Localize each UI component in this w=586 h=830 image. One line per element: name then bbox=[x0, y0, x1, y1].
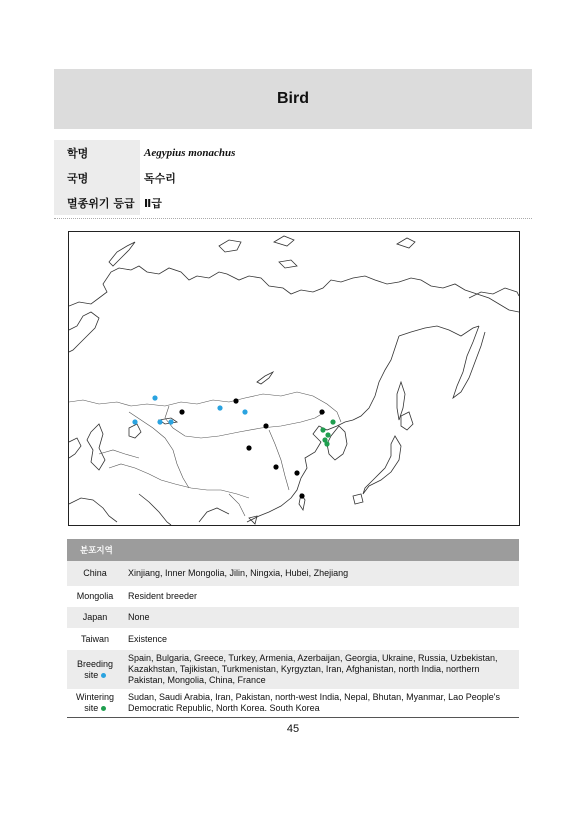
row-key bbox=[67, 692, 123, 714]
map-point-wintering bbox=[330, 419, 335, 424]
row-key: Taiwan bbox=[80, 633, 109, 644]
breeding-dot-icon bbox=[101, 673, 106, 678]
species-info bbox=[54, 140, 532, 215]
row-key-line2: site bbox=[84, 703, 99, 713]
common-name-value: 독수리 bbox=[144, 171, 176, 185]
map-point-resident bbox=[263, 423, 268, 428]
map-points bbox=[132, 395, 335, 498]
row-key-line2: site bbox=[84, 669, 99, 680]
row-value: Xinjiang, Inner Mongolia, Jilin, Ningxia, Hubei, Zhejiang bbox=[128, 568, 349, 578]
map-point-resident bbox=[299, 493, 304, 498]
distribution-map bbox=[68, 231, 520, 526]
map-point-breeding bbox=[132, 419, 137, 424]
row-key: Japan bbox=[82, 612, 108, 622]
scientific-name-value: Aegypius monachus bbox=[144, 146, 236, 159]
row-value: None bbox=[128, 612, 150, 622]
title-band bbox=[54, 69, 532, 129]
map-point-breeding bbox=[157, 419, 162, 424]
scientific-name-row bbox=[54, 140, 532, 165]
map-svg bbox=[69, 232, 519, 525]
map-point-resident bbox=[233, 398, 238, 403]
row-value: Spain, Bulgaria, Greece, Turkey, Armenia, Azerbaijan, Georgia, Ukraine, Russia, Uzbekistan, Kazakhstan, Tajikistan, Turkmenistan, Kyrgyztan, Iran, Afghanistan, north India, northern Pakistan, Mongolia, China, France bbox=[128, 653, 498, 685]
distribution-table bbox=[67, 539, 519, 718]
table-row-breeding bbox=[67, 650, 519, 689]
map-point-wintering bbox=[324, 441, 329, 446]
table-row-mongolia bbox=[67, 586, 519, 607]
row-key bbox=[67, 659, 123, 681]
row-key: China bbox=[83, 568, 107, 578]
dotted-divider bbox=[54, 218, 532, 219]
page-title: Bird bbox=[277, 90, 309, 107]
map-point-breeding bbox=[152, 395, 157, 400]
map-point-resident bbox=[319, 409, 324, 414]
row-key-line1: Breeding bbox=[76, 658, 114, 669]
map-point-resident bbox=[294, 470, 299, 475]
grade-label: 멸종위기 등급 bbox=[54, 190, 140, 215]
row-value: Existence bbox=[128, 633, 168, 644]
table-bottom-rule bbox=[67, 717, 519, 718]
table-row-taiwan bbox=[67, 628, 519, 650]
map-point-resident bbox=[246, 445, 251, 450]
row-value: Sudan, Saudi Arabia, Iran, Pakistan, north-west India, Nepal, Bhutan, Myanmar, Lao People's Democratic Republic, North Korea. South Korea bbox=[128, 692, 500, 713]
wintering-dot-icon bbox=[101, 706, 106, 711]
map-point-wintering bbox=[325, 432, 330, 437]
table-row-wintering bbox=[67, 689, 519, 717]
map-point-wintering bbox=[320, 427, 325, 432]
map-point-resident bbox=[273, 464, 278, 469]
page-number: 45 bbox=[286, 723, 300, 735]
scientific-name-label: 학명 bbox=[54, 140, 140, 165]
row-value: Resident breeder bbox=[128, 591, 198, 601]
common-name-label: 국명 bbox=[54, 165, 140, 190]
map-point-breeding bbox=[217, 405, 222, 410]
map-point-breeding bbox=[168, 419, 173, 424]
map-point-breeding bbox=[242, 409, 247, 414]
grade-row bbox=[54, 190, 532, 215]
grade-value: Ⅱ급 bbox=[144, 196, 162, 210]
table-row-china bbox=[67, 561, 519, 586]
common-name-row bbox=[54, 165, 532, 190]
map-point-resident bbox=[179, 409, 184, 414]
row-key: Mongolia bbox=[76, 591, 114, 601]
table-row-japan bbox=[67, 607, 519, 628]
row-key-line1: Wintering bbox=[75, 692, 114, 702]
distribution-header: 분포지역 bbox=[67, 539, 519, 561]
coastlines bbox=[69, 236, 519, 525]
